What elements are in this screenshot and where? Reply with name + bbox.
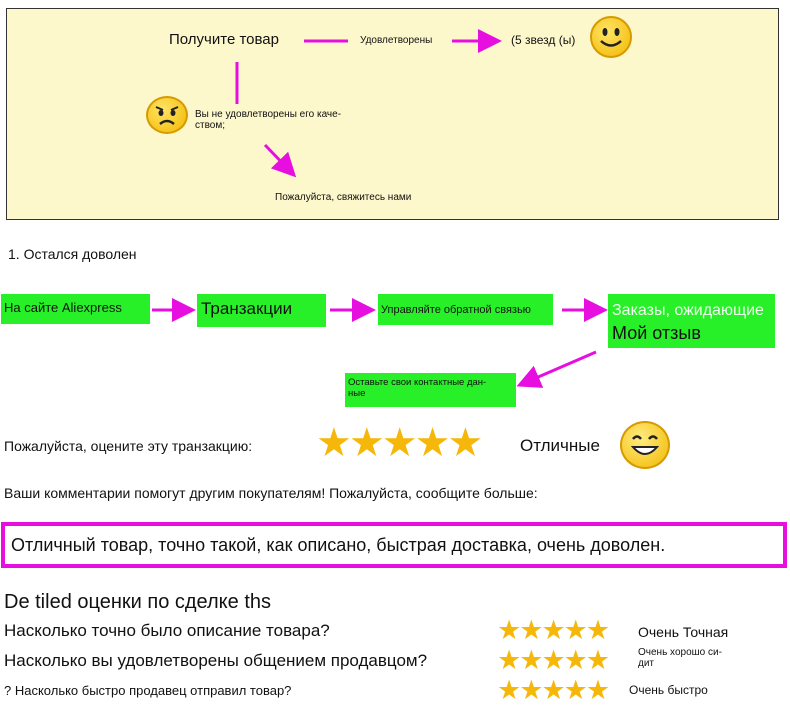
comments-prompt: Ваши комментарии помогут другим покупателям! Пожалуйста, сообщите больше:	[4, 485, 538, 501]
star-icon: ★	[519, 615, 542, 645]
shipping-label: Очень быстро	[629, 683, 708, 697]
star-icon: ★	[585, 615, 609, 645]
star-icon: ★	[316, 421, 349, 465]
star-icon: ★	[541, 675, 564, 705]
question-communication: Насколько вы удовлетворены общением продавцом?	[4, 651, 428, 670]
contact-us-text: Пожалуйста, свяжитесь нами	[275, 192, 412, 203]
star-icon: ★	[447, 421, 481, 465]
leave-contact-box[interactable]: Оставьте свои контактные дан- ные	[345, 373, 516, 407]
rating-prompt: Пожалуйста, оцените эту транзакцию:	[4, 438, 253, 454]
orders-pending-label: Заказы, ожидающие	[612, 302, 764, 319]
star-icon: ★	[348, 421, 382, 465]
star-icon: ★	[563, 615, 586, 645]
star-icon: ★	[585, 675, 609, 705]
star-icon: ★	[541, 615, 564, 645]
star-icon: ★	[497, 645, 520, 675]
question-shipping: ? Насколько быстро продавец отправил товар?	[4, 683, 292, 698]
communication-label: Очень хорошо си- дит	[638, 647, 722, 669]
shipping-stars[interactable]	[497, 673, 608, 707]
receive-text: Получите товар	[169, 31, 279, 48]
five-stars-text: (5 звезд (ы)	[511, 33, 576, 47]
step1-title: 1. Остался доволен	[8, 246, 137, 262]
communication-stars[interactable]	[497, 643, 608, 677]
rating-stars[interactable]	[316, 419, 480, 467]
accuracy-label: Очень Точная	[638, 624, 729, 640]
satisfied-text: Удовлетворены	[360, 35, 433, 46]
arrow-to-contact	[265, 145, 292, 173]
star-icon: ★	[519, 675, 542, 705]
aliexpress-box[interactable]: На сайте Aliexpress	[1, 294, 150, 324]
star-icon: ★	[497, 615, 520, 645]
question-accuracy: Насколько точно было описание товара?	[4, 621, 330, 640]
accuracy-stars[interactable]	[497, 613, 608, 647]
comment-text: Отличный товар, точно такой, как описано, быстрая доставка, очень доволен.	[11, 535, 666, 555]
orders-box[interactable]	[608, 294, 775, 348]
detailed-title: De tiled оценки по сделке ths	[4, 591, 272, 613]
manage-feedback-box[interactable]: Управляйте обратной связью	[378, 294, 553, 325]
star-icon: ★	[414, 421, 448, 465]
star-icon: ★	[563, 645, 586, 675]
sad-face-icon	[146, 96, 188, 134]
grin-face-icon	[620, 421, 670, 469]
star-icon: ★	[585, 645, 609, 675]
star-icon: ★	[541, 645, 564, 675]
star-icon: ★	[519, 645, 542, 675]
comment-field[interactable]	[1, 522, 787, 568]
transactions-box[interactable]: Транзакции	[197, 294, 326, 327]
star-icon: ★	[563, 675, 586, 705]
rating-label: Отличные	[520, 436, 600, 455]
star-icon: ★	[381, 421, 415, 465]
star-icon: ★	[497, 675, 520, 705]
not-satisfied-text: Вы не удовлетворены его каче- ством;	[195, 109, 342, 131]
happy-face-icon	[590, 16, 632, 58]
arrow-to-leave-contact	[522, 352, 596, 384]
my-review-label: Мой отзыв	[612, 323, 701, 343]
